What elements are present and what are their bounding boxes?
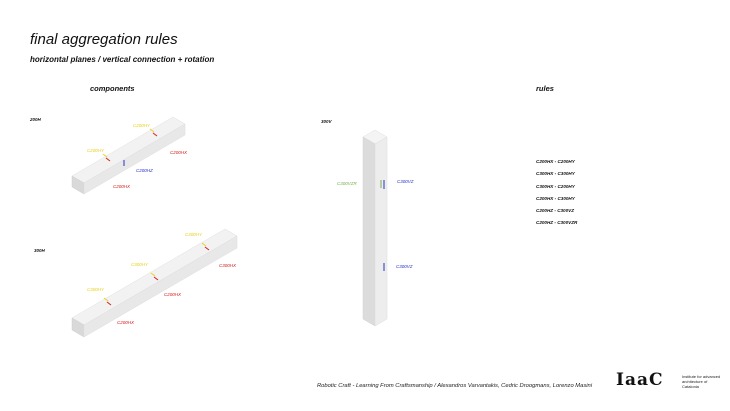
page-title: final aggregation rules xyxy=(30,31,178,48)
rules-heading: rules xyxy=(536,84,554,93)
c300v-right-face xyxy=(375,137,387,326)
c200h-y-top-label: C200HY xyxy=(133,123,151,128)
c300h-x-top-label: C300HX xyxy=(219,263,237,268)
component-200h-name: 200H xyxy=(30,117,41,122)
c300v-vz-low-label: C300VZ xyxy=(396,264,413,269)
component-200h xyxy=(72,117,188,194)
rule-item: C200HZ - C300VZR xyxy=(536,220,578,225)
c200h-x-bottom-label: C200HX xyxy=(113,184,131,189)
rule-item: C300HX - C300HY xyxy=(536,171,575,176)
c300h-side-face xyxy=(84,236,237,337)
c300h-y-left-label: C300HY xyxy=(87,287,105,292)
rule-item: C200HZ - C300VZ xyxy=(536,208,575,213)
c300h-x-mid-label: C200HX xyxy=(164,292,182,297)
rule-item: C200HX - C200HY xyxy=(536,159,575,164)
c300v-vzr-label: C300VZR xyxy=(337,181,357,186)
component-300v xyxy=(363,130,387,326)
rule-item: C300HX - C200HY xyxy=(536,184,575,189)
c200h-x-right-label: C200HX xyxy=(170,150,188,155)
c300v-vz-top-label: C300VZ xyxy=(397,179,414,184)
c300v-left-face xyxy=(363,137,375,326)
page-subtitle: horizontal planes / vertical connection + rotation xyxy=(30,55,215,64)
iaac-logo: IaaC xyxy=(616,370,664,390)
c300h-x-bottom-label: C200HX xyxy=(117,320,135,325)
c300h-y-mid-label: C300HY xyxy=(131,262,149,267)
c200h-y-left-label: C200HY xyxy=(87,148,105,153)
component-300h xyxy=(72,229,237,337)
c300h-y-top-label: C300HY xyxy=(185,232,203,237)
c200h-side-face xyxy=(84,124,188,194)
components-heading: components xyxy=(90,84,135,93)
component-300v-name: 300V xyxy=(321,119,332,124)
institute-name: Institute for advanced architecture of Catalonia xyxy=(682,374,721,389)
footer-credits: Robotic Craft - Learning From Craftsmanship / Alexandros Varvantakis, Cedric Droogmans, Lorenzo Masini xyxy=(317,383,593,389)
component-300h-name: 300H xyxy=(34,248,45,253)
c200h-z-label: C200HZ xyxy=(136,168,153,173)
rule-item: C200HX - C300HY xyxy=(536,196,575,201)
